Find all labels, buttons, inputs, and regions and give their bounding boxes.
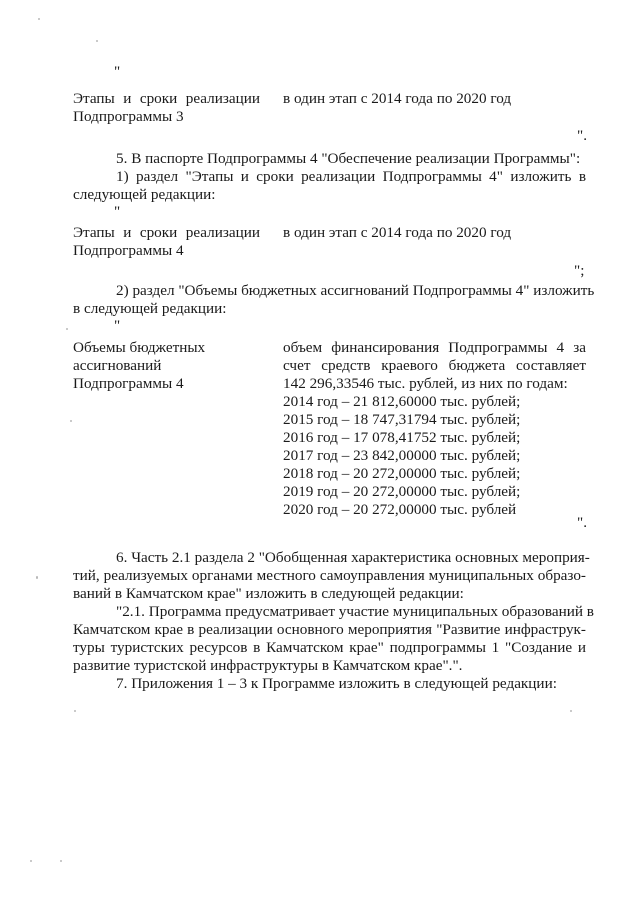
budget-intro-line2: счет средств краевого бюджета составляет <box>283 357 586 374</box>
budget-intro-line1: объем финансирования Подпрограммы 4 за <box>283 339 586 356</box>
item5-p2-line1: 2) раздел "Объемы бюджетных ассигнований Подпрограммы 4" изложить <box>116 282 595 299</box>
opening-quote: " <box>114 317 121 334</box>
closing-quote-dot: ". <box>577 514 587 531</box>
budget-label-line: Подпрограммы 4 <box>73 375 184 392</box>
item6-quote-line3: туры туристских ресурсов в Камчатском крае" подпрограммы 1 "Создание и <box>73 639 586 656</box>
budget-year-line: 2014 год – 21 812,60000 тыс. рублей; <box>283 393 521 410</box>
sub4-value: в один этап с 2014 года по 2020 год <box>283 224 512 241</box>
budget-label <box>73 339 205 393</box>
scan-speck <box>96 40 98 42</box>
budget-years-list <box>283 393 520 519</box>
item6-quote-line1: "2.1. Программа предусматривает участие муниципальных образований в <box>116 603 594 620</box>
item6-line3: ваний в Камчатском крае" изложить в следующей редакции: <box>73 585 464 602</box>
item5-p1-line2: следующей редакции: <box>73 186 216 203</box>
closing-quote-semicolon: "; <box>574 262 585 279</box>
budget-year-line: 2020 год – 20 272,00000 тыс. рублей <box>283 501 517 518</box>
item7-line1: 7. Приложения 1 – 3 к Программе изложить в следующей редакции: <box>116 675 557 692</box>
budget-label-line: Объемы бюджетных <box>73 339 206 356</box>
budget-year-line: 2018 год – 20 272,00000 тыс. рублей; <box>283 465 521 482</box>
scan-speck <box>70 420 72 422</box>
scan-speck <box>66 328 68 330</box>
sub4-label-line2: Подпрограммы 4 <box>73 242 184 259</box>
budget-year-line: 2016 год – 17 078,41752 тыс. рублей; <box>283 429 521 446</box>
item6-quote-line2: Камчатском крае в реализации основного мероприятия "Развитие инфраструк- <box>73 621 586 638</box>
budget-label-line: ассигнований <box>73 357 162 374</box>
item5-heading: 5. В паспорте Подпрограммы 4 "Обеспечение реализации Программы": <box>116 150 581 167</box>
scan-speck <box>74 710 76 712</box>
item6-quote-line4: развитие туристской инфраструктуры в Камчатском крае".". <box>73 657 463 674</box>
opening-quote: " <box>114 63 121 80</box>
sub3-label-line1: Этапы и сроки реализации <box>73 90 260 107</box>
closing-quote-dot: ". <box>577 127 587 144</box>
scan-speck <box>30 860 32 862</box>
sub3-value: в один этап с 2014 года по 2020 год <box>283 90 512 107</box>
item5-p1-line1: 1) раздел "Этапы и сроки реализации Подпрограммы 4" изложить в <box>116 168 586 185</box>
scan-speck <box>570 710 572 712</box>
budget-year-line: 2017 год – 23 842,00000 тыс. рублей; <box>283 447 521 464</box>
item5-p2-line2: в следующей редакции: <box>73 300 227 317</box>
scan-speck <box>38 18 40 20</box>
budget-year-line: 2015 год – 18 747,31794 тыс. рублей; <box>283 411 521 428</box>
scan-speck <box>60 860 62 862</box>
opening-quote: " <box>114 203 121 220</box>
budget-intro-line3: 142 296,33546 тыс. рублей, из них по годам: <box>283 375 568 392</box>
sub3-label-line2: Подпрограммы 3 <box>73 108 184 125</box>
sub4-label-line1: Этапы и сроки реализации <box>73 224 260 241</box>
scan-speck <box>36 576 38 579</box>
budget-year-line: 2019 год – 20 272,00000 тыс. рублей; <box>283 483 521 500</box>
item6-line2: тий, реализуемых органами местного самоуправления муниципальных образо- <box>73 567 586 584</box>
item6-line1: 6. Часть 2.1 раздела 2 "Обобщенная характеристика основных мероприя- <box>116 549 590 566</box>
